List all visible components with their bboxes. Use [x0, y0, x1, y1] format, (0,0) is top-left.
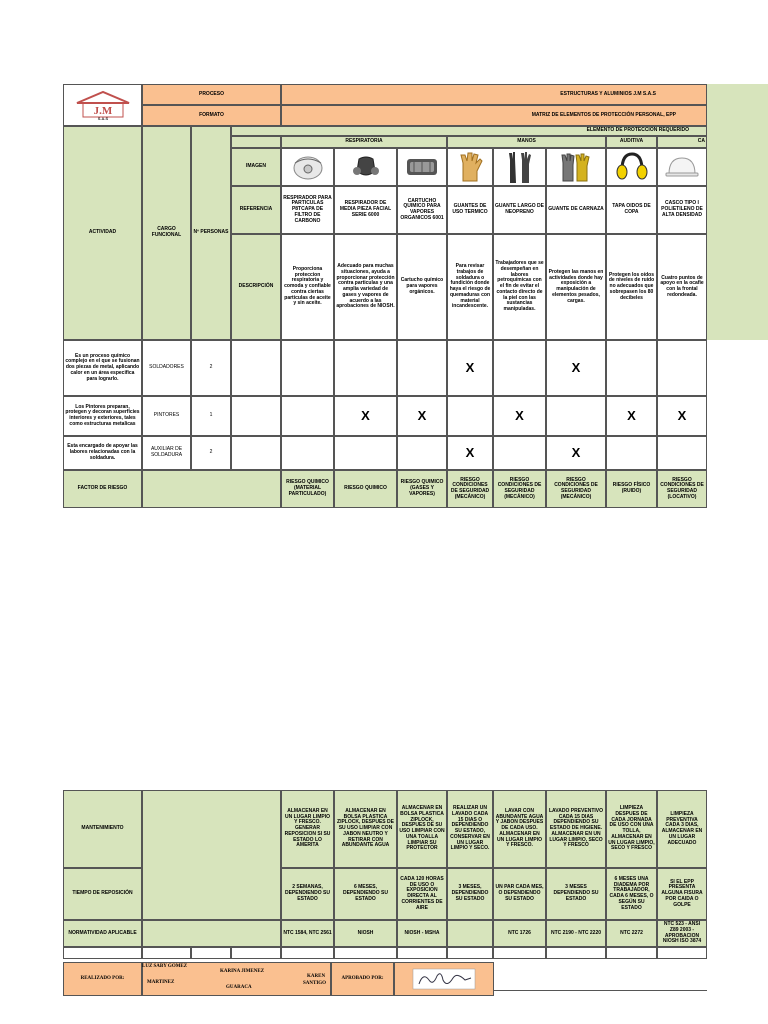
leather-glove-icon [559, 151, 593, 183]
maintenance-cell: REALIZAR UN LAVADO CADA 15 DIAS O DEPENDIENDO SU ESTADO, CONSERVAR EN UN LUGAR LIMPIO Y SECO. [447, 790, 493, 868]
risk-factor-cell: RIESGO CONDICIONES DE SEGURIDAD (MECÁNICO) [493, 470, 546, 508]
activity-description: Los Pintores preparan, protegen y decoran superficies interiores y exteriores, tales como estructuras metalicas [63, 396, 142, 436]
image-cell [281, 148, 334, 186]
mark-cell: X [657, 396, 707, 436]
row-spacer [231, 396, 281, 436]
safety-helmet-icon [665, 154, 699, 180]
mark-cell: X [493, 396, 546, 436]
ear-muffs-icon [615, 152, 649, 182]
empty-row-cell [63, 947, 142, 959]
category-manos: MANOS [447, 136, 606, 148]
reference-cell: RESPIRADOR PARA PARTICULAS P8TCAPA DE FILTRO DE CARBONO [281, 186, 334, 234]
replacement-time-cell: SI EL EPP PRESENTA ALGUNA FISURA POR CAIDA O GOLPE [657, 868, 707, 920]
referencia-label: REFERENCIA [231, 186, 281, 234]
risk-factor-cell: RIESGO QUIMICO (MATERIAL PARTICULADO) [281, 470, 334, 508]
mark-cell: X [546, 436, 606, 470]
logo-house-icon [73, 89, 133, 121]
header-spacer [231, 136, 281, 148]
mark-cell [397, 436, 447, 470]
replacement-time-cell: 6 MESES, DEPENDIENDO SU ESTADO [334, 868, 397, 920]
proceso-label: PROCESO [142, 84, 281, 105]
empty-row-cell [606, 947, 657, 959]
risk-factor-cell: RIESGO CONDICIONES DE SEGURIDAD (MECÁNICO) [447, 470, 493, 508]
signature-icon [409, 966, 479, 992]
risk-factor-cell: RIESGO CONDICIONES DE SEGURIDAD (LOCATIVO) [657, 470, 707, 508]
regulation-cell: NIOSH [334, 920, 397, 947]
category-cabeza: CA [657, 136, 707, 148]
tiempo-label: TIEMPO DE REPOSICIÓN [63, 868, 142, 920]
mark-cell [281, 396, 334, 436]
cargo-cell: SOLDADORES [142, 340, 191, 396]
maintenance-cell: LIMPIEZA DESPUES DE CADA JORNADA DE USO CON UNA TOLLA, ALMACENAR EN UN LUGAR LIMPIO, SECO Y FRESCO [606, 790, 657, 868]
activity-description: Esta encargado de apoyar las labores relacionadas con la soldadura. [63, 436, 142, 470]
realizado-label: REALIZADO POR: [63, 962, 142, 996]
empty-row-cell [546, 947, 606, 959]
row-spacer [231, 340, 281, 396]
mark-cell [657, 436, 707, 470]
cargo-header: CARGO FUNCIONAL [142, 126, 191, 340]
personas-header: Nº PERSONAS [191, 126, 231, 340]
replacement-time-cell: 3 MESES DEPENDIENDO SU ESTADO [546, 868, 606, 920]
reference-cell: CASCO TIPO I POLIETILENO DE ALTA DENSIDAD [657, 186, 707, 234]
mark-cell: X [447, 340, 493, 396]
description-cell: Protegen los oídos de niveles de ruido no adecuados que sobrepasen los 80 decibeles [606, 234, 657, 340]
descripcion-label: DESCRIPCIÓN [231, 234, 281, 340]
replacement-time-cell: 3 MESES, DEPENDIENDO SU ESTADO [447, 868, 493, 920]
regulation-cell: NTC 2272 [606, 920, 657, 947]
mark-cell [606, 340, 657, 396]
mark-cell: X [606, 396, 657, 436]
aprobado-label: APROBADO POR: [331, 962, 394, 996]
empty-row-cell [397, 947, 447, 959]
replacement-time-cell: 6 MESES UNA DIADEMA POR TRABAJADOR, CADA 6 MESES, O SEGÚN SU ESTADO [606, 868, 657, 920]
image-cell [546, 148, 606, 186]
risk-factor-cell: RIESGO QUIMICO [334, 470, 397, 508]
formato-label: FORMATO [142, 105, 281, 126]
reference-cell: GUANTES DE USO TERMICO [447, 186, 493, 234]
regulation-cell: NIOSH - MSHA [397, 920, 447, 947]
reference-cell: GUANTE DE CARNAZA [546, 186, 606, 234]
company-name: ESTRUCTURAS Y ALUMINIOS J.M S.A.S [281, 84, 707, 105]
replacement-time-cell: 2 SEMANAS, DEPENDIENDO SU ESTADO [281, 868, 334, 920]
matrix-title: MATRIZ DE ELEMENTOS DE PROTECCIÓN PERSONAL, EPP [281, 105, 707, 126]
maintenance-cell: LAVAR CON ABUNDANTE AGUA Y JABON DESPUES DE CADA USO. ALMACENAR EN UN LUGAR LIMPIO Y FRESCO. [493, 790, 546, 868]
empty-row-cell [142, 947, 191, 959]
row-spacer [231, 436, 281, 470]
image-cell [493, 148, 546, 186]
mark-cell [397, 340, 447, 396]
description-cell: Adecuado para muchas situaciones, ayuda a proporcionar protección contra particulas y una amplia variedad de gases y vapores de acuerdo a las aprobaciones de NIOSH. [334, 234, 397, 340]
company-logo [63, 84, 142, 126]
approval-signature [394, 962, 494, 996]
category-respiratoria: RESPIRATORIA [281, 136, 447, 148]
description-cell: Trabajadores que se desempeñan en labores petroquímicas con el fin de evitar el contacto directo de la piel con las sustancias manipuladas. [493, 234, 546, 340]
footer-line [494, 990, 707, 991]
risk-factor-cell: RIESGO FÍSICO (RUIDO) [606, 470, 657, 508]
signer-1-surname: MARTINEZ [147, 980, 175, 985]
mark-cell [493, 340, 546, 396]
maintenance-cell: LAVADO PREVENTIVO CADA 15 DIAS DEPENDIENDO SU ESTADO DE HIGIENE. ALMACENAR EN UN LUGAR LIMPIO, SECO Y FRESCO [546, 790, 606, 868]
mark-cell [281, 340, 334, 396]
regulation-cell: NTC 2190 - NTC 2220 [546, 920, 606, 947]
image-cell [334, 148, 397, 186]
mantenimiento-label: MANTENIMIENTO [63, 790, 142, 868]
empty-row-cell [657, 947, 707, 959]
thermal-glove-icon [455, 151, 485, 183]
cargo-cell: AUXILIAR DE SOLDADURA [142, 436, 191, 470]
personas-cell: 2 [191, 436, 231, 470]
empty-row-cell [447, 947, 493, 959]
reference-cell: CARTUCHO QUIMICO PARA VAPORES ORGANICOS 6001 [397, 186, 447, 234]
mark-cell: X [447, 436, 493, 470]
signer-2-name: KARINA JIMENEZ [220, 969, 265, 974]
image-cell [447, 148, 493, 186]
regulation-cell [447, 920, 493, 947]
respirator-mask-icon [291, 153, 325, 181]
mark-cell [281, 436, 334, 470]
description-cell: Proporciona proteccion respiratoria y comoda y confiable contra ciertas particulas de aceite y sin aceite. [281, 234, 334, 340]
reference-cell: TAPA OIDOS DE COPA [606, 186, 657, 234]
mark-cell [334, 340, 397, 396]
cargo-cell: PINTORES [142, 396, 191, 436]
empty-row-cell [281, 947, 334, 959]
maintenance-cell: ALMACENAR EN BOLSA PLASTICA ZIPLOCK, DESPUES DE SU USO LIMPIAR CON JABON NEUTRO Y RETIRAR CON ABUNDANTE AGUA [334, 790, 397, 868]
normatividad-label: NORMATIVIDAD APLICABLE [63, 920, 142, 947]
imagen-label: IMAGEN [231, 148, 281, 186]
empty-row-cell [231, 947, 281, 959]
signer-2-surname: GUARACA [226, 985, 252, 990]
mark-cell [657, 340, 707, 396]
factor-riesgo-spacer [142, 470, 281, 508]
maintenance-cell: LIMPIEZA PREVENTIVA CADA 3 DIAS, ALMACENAR EN UN LUGAR ADECUADO [657, 790, 707, 868]
empty-row-cell [493, 947, 546, 959]
neoprene-glove-icon [505, 150, 535, 184]
mark-cell: X [546, 340, 606, 396]
image-cell [397, 148, 447, 186]
replacement-time-cell: UN PAR CADA MES, O DEPENDIENDO SU ESTADO [493, 868, 546, 920]
signer-3-surname: SANTIGO [303, 981, 327, 986]
description-cell: Cartucho químico para vapores orgánicos. [397, 234, 447, 340]
factor-riesgo-label: FACTOR DE RIESGO [63, 470, 142, 508]
regulation-cell: NTC 523 - ANSI Z89 2003 - APROBACION NIOSH ISO 3874 [657, 920, 707, 947]
actividad-header: ACTIVIDAD [63, 126, 142, 340]
personas-cell: 1 [191, 396, 231, 436]
risk-factor-cell: RIESGO CONDICIONES DE SEGURIDAD (MECÁNICO) [546, 470, 606, 508]
regulation-cell: NTC 1726 [493, 920, 546, 947]
regulation-cell: NTC 1584, NTC 2561 [281, 920, 334, 947]
maintenance-cell: ALMACENAR EN UN LUGAR LIMPIO Y FRESCO. GENERAR REPOSICION SI SU ESTADO LO AMERITA [281, 790, 334, 868]
mark-cell: X [397, 396, 447, 436]
description-cell: Protegen las manos en actividades donde hay exposición a manipulación de elementos pesados, cargas. [546, 234, 606, 340]
mark-cell [546, 396, 606, 436]
description-cell: Para revisar trabajos de soldadura o fundición donde haya el riesgo de quemaduras con material incandescente. [447, 234, 493, 340]
element-title: ELEMENTO DE PROTECCIÓN REQUERIDO [231, 126, 707, 136]
reference-cell: GUANTE LARGO DE NEOPRENO [493, 186, 546, 234]
mark-cell [606, 436, 657, 470]
description-cell: Cuatro puntos de apoyo en la ocafie con la frontal redondeada. [657, 234, 707, 340]
normatividad-spacer [142, 920, 281, 947]
reference-cell: RESPIRADOR DE MEDIA PIEZA FACIAL SERIE 6000 [334, 186, 397, 234]
mark-cell [447, 396, 493, 436]
image-cell [606, 148, 657, 186]
empty-row-cell [191, 947, 231, 959]
category-auditiva: AUDITIVA [606, 136, 657, 148]
logo-text: J.M [93, 105, 112, 117]
mark-cell [493, 436, 546, 470]
empty-row-cell [334, 947, 397, 959]
replacement-time-cell: CADA 120 HORAS DE USO O EXPOSICION DIRECTA AL CORRIENTES DE AIRE [397, 868, 447, 920]
half-face-respirator-icon [351, 153, 381, 181]
mark-cell [334, 436, 397, 470]
logo-subtext: S.A.S [97, 116, 108, 121]
background-panel [707, 84, 768, 340]
signer-1-name: LUZ SABY GOMEZ [142, 964, 188, 969]
chemical-cartridge-icon [404, 154, 440, 180]
risk-factor-cell: RIESGO QUIMICO (GASES Y VAPORES) [397, 470, 447, 508]
mark-cell: X [334, 396, 397, 436]
image-cell [657, 148, 707, 186]
personas-cell: 2 [191, 340, 231, 396]
maintenance-cell: ALMACENAR EN BOLSA PLASTICA ZIPLOCK, DESPUES DE SU USO LIMPIAR CON UNA TOALLA LIMPIAR SU PROTECTOR [397, 790, 447, 868]
activity-description: Es un proceso químico complejo en el que se fusionan dos piezas de metal, aplicando calor en un área especifica para lograrlo. [63, 340, 142, 396]
signer-3-name: KAREN [307, 974, 326, 979]
mantenimiento-spacer [142, 790, 281, 920]
